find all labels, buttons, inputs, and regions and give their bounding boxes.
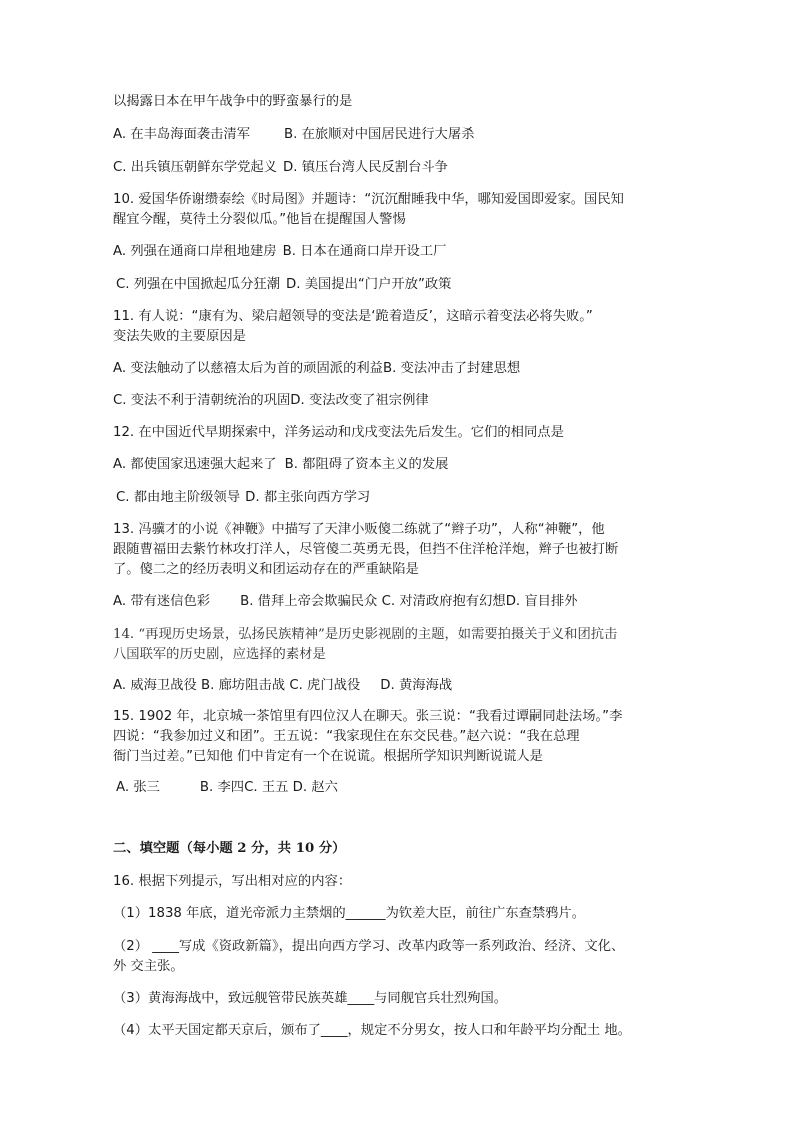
q10-stem-line1: 10. 爱国华侨谢缵泰绘《时局图》并题诗：“沉沉酣睡我中华，哪知爱国即爱家。国民知	[113, 192, 624, 207]
section-heading-fill-in: 二、填空题（每小题 2 分，共 10 分）	[113, 841, 346, 856]
q11-options-cd: C. 变法不利于清朝统治的巩固D. 变法改变了祖宗例律	[113, 393, 429, 408]
q11-stem-line1: 11. 有人说：“康有为、梁启超领导的变法是‘跪着造反’，这暗示着变法必将失败。”	[113, 309, 593, 324]
q9-options-ab	[113, 125, 713, 144]
q13-stem-line2: 跟随曹福田去紫竹林攻打洋人，尽管傻二英勇无畏，但挡不住洋枪洋炮，辫子也被打断	[113, 542, 619, 557]
q13-stem-line3: 了。傻二之的经历表明义和团运动存在的严重缺陷是	[113, 562, 419, 577]
q14-options	[113, 676, 713, 695]
q14-stem-line2: 八国联军的历史剧，应选择的素材是	[113, 647, 326, 662]
q12-option-d: D. 都主张向西方学习	[245, 490, 371, 505]
q10-option-b: B. 日本在通商口岸开设工厂	[282, 244, 447, 259]
q16-item-3: （3）黄海海战中，致远舰管带民族英雄____与同舰官兵壮烈殉国。	[113, 991, 508, 1006]
q10-options-ab	[113, 242, 713, 261]
q15-stem-line2: 四说：“我参加过义和团”。王五说：“我家现住在东交民巷。”赵六说：“我在总理	[113, 729, 580, 744]
q9-option-b: B. 在旅顺对中国居民进行大屠杀	[284, 127, 475, 142]
q10-options-cd	[116, 275, 716, 294]
q16-stem: 16. 根据下列提示，写出相对应的内容：	[113, 874, 352, 889]
q16-item-1: （1）1838 年底，道光帝派力主禁烟的______为钦差大臣，前往广东查禁鸦片。	[113, 906, 586, 921]
q12-option-a: A. 都使国家迅速强大起来了	[113, 457, 277, 472]
q9-stem-tail: 以揭露日本在甲午战争中的野蛮暴行的是	[113, 94, 353, 109]
q12-option-c: C. 都由地主阶级领导	[116, 490, 241, 505]
q9-options-cd	[113, 158, 713, 177]
q15-stem-line1: 15. 1902 年，北京城一茶馆里有四位汉人在聊天。张三说：“我看过谭嗣同赴法场。”李	[113, 709, 623, 724]
q15-options-bcd: B. 李四C. 王五 D. 赵六	[199, 780, 338, 795]
q11-stem-line2: 变法失败的主要原因是	[113, 329, 246, 344]
q11-options-ab: A. 变法触动了以慈禧太后为首的顽固派的利益B. 变法冲击了封建思想	[113, 361, 521, 376]
q14-options-abc: A. 威海卫战役 B. 廊坊阻击战 C. 虎门战役	[113, 678, 361, 693]
q15-options	[116, 778, 716, 797]
q9-option-c: C. 出兵镇压朝鲜东学党起义	[113, 160, 278, 175]
q16-item-2-line1: （2） ____写成《资政新篇》，提出向西方学习、改革内政等一系列政治、经济、文化、	[113, 939, 625, 954]
q16-item-4: （4）太平天国定都天京后，颁布了____，规定不分男女，按人口和年龄平均分配土 地。	[113, 1023, 631, 1038]
q10-option-a: A. 列强在通商口岸租地建房	[113, 244, 277, 259]
q12-options-cd	[116, 488, 716, 507]
q13-options	[113, 592, 713, 611]
q12-options-ab	[113, 455, 713, 474]
q13-option-a: A. 带有迷信色彩	[113, 594, 211, 609]
q10-stem-line2: 醒宜今醒，莫待土分裂似瓜。”他旨在提醒国人警惕	[113, 212, 406, 227]
q13-options-bcd: B. 借拜上帝会欺骗民众 C. 对清政府抱有幻想D. 盲目排外	[240, 594, 578, 609]
q14-stem-line1: 14. “再现历史场景，弘扬民族精神”是历史影视剧的主题，如需要拍摄关于义和团抗击	[113, 627, 618, 642]
q10-option-d: D. 美国提出“门户开放”政策	[286, 277, 452, 292]
q15-stem-line3: 衙门当过差。”已知他 们中肯定有一个在说谎。根据所学知识判断说谎人是	[113, 749, 543, 764]
q15-option-a: A. 张三	[116, 780, 160, 795]
q16-item-2-line2: 外 交主张。	[113, 959, 184, 974]
q9-option-a: A. 在丰岛海面袭击清军	[113, 127, 250, 142]
q9-option-d: D. 镇压台湾人民反割台斗争	[283, 160, 448, 175]
q14-option-d: D. 黄海海战	[380, 678, 453, 693]
q10-option-c: C. 列强在中国掀起瓜分狂潮	[116, 277, 281, 292]
q13-stem-line1: 13. 冯骥才的小说《神鞭》中描写了天津小贩傻二练就了“辫子功”，人称“神鞭”，他	[113, 522, 605, 537]
q12-stem: 12. 在中国近代早期探索中，洋务运动和戊戌变法先后发生。它们的相同点是	[113, 425, 564, 440]
q12-option-b: B. 都阻碍了资本主义的发展	[284, 457, 449, 472]
